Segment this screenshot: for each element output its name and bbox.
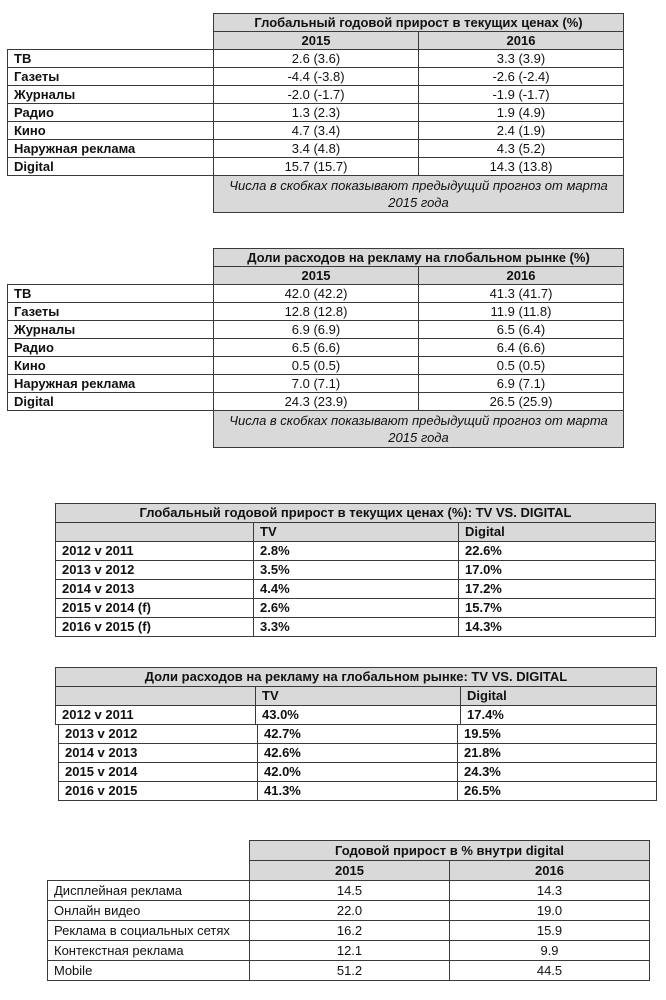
cell-value: 51.2 xyxy=(250,961,450,981)
table-row xyxy=(48,881,650,901)
cell-value: 12.1 xyxy=(250,941,450,961)
cell-value: 12.8 (12.8) xyxy=(214,303,419,321)
column-header: 2015 xyxy=(214,32,419,50)
cell-value: 0.5 (0.5) xyxy=(214,357,419,375)
cell-value: 17.2% xyxy=(459,580,656,599)
table-row xyxy=(56,706,657,725)
cell-value: 1.3 (2.3) xyxy=(214,104,419,122)
row-label: Газеты xyxy=(8,303,214,321)
column-header: 2016 xyxy=(419,267,624,285)
cell-value: 4.3 (5.2) xyxy=(419,140,624,158)
table-row xyxy=(48,961,650,981)
column-header: 2015 xyxy=(250,861,450,881)
cell-value: 43.0% xyxy=(256,706,461,725)
table-row xyxy=(59,744,657,763)
empty-corner xyxy=(8,176,214,213)
cell-value: -2.0 (-1.7) xyxy=(214,86,419,104)
cell-value: 9.9 xyxy=(450,941,650,961)
row-label: Кино xyxy=(8,357,214,375)
cell-value: 42.6% xyxy=(258,744,458,763)
row-label: Digital xyxy=(8,393,214,411)
cell-value: 2.6% xyxy=(254,599,459,618)
row-label: Газеты xyxy=(8,68,214,86)
table-title: Годовой прирост в % внутри digital xyxy=(250,841,650,861)
table-row xyxy=(8,321,624,339)
table-row xyxy=(8,285,624,303)
table-title: Доли расходов на рекламу на глобальном рынке: TV VS. DIGITAL xyxy=(56,668,657,687)
table-row xyxy=(8,393,624,411)
digital-growth-table xyxy=(47,840,650,981)
cell-value: -2.6 (-2.4) xyxy=(419,68,624,86)
footnote: Числа в скобках показывают предыдущий прогноз от марта 2015 года xyxy=(214,176,624,213)
table-row xyxy=(8,140,624,158)
table-row xyxy=(56,542,656,561)
table-row xyxy=(8,122,624,140)
row-label: Наружная реклама xyxy=(8,140,214,158)
cell-value: 21.8% xyxy=(458,744,657,763)
cell-value: 15.9 xyxy=(450,921,650,941)
cell-value: 14.3% xyxy=(459,618,656,637)
cell-value: 7.0 (7.1) xyxy=(214,375,419,393)
row-label: 2012 v 2011 xyxy=(56,542,254,561)
tv-vs-digital-growth-table xyxy=(55,503,656,637)
tv-vs-digital-share-table-continued xyxy=(58,724,657,801)
table-row xyxy=(8,339,624,357)
cell-value: 15.7 (15.7) xyxy=(214,158,419,176)
cell-value: 42.0 (42.2) xyxy=(214,285,419,303)
row-label: Радио xyxy=(8,104,214,122)
cell-value: 22.0 xyxy=(250,901,450,921)
cell-value: 6.9 (7.1) xyxy=(419,375,624,393)
table-row xyxy=(48,921,650,941)
cell-value: 22.6% xyxy=(459,542,656,561)
empty-corner xyxy=(8,411,214,448)
cell-value: 26.5% xyxy=(458,782,657,801)
row-label: ТВ xyxy=(8,285,214,303)
cell-value: 41.3 (41.7) xyxy=(419,285,624,303)
table-row xyxy=(56,561,656,580)
row-label: 2013 v 2012 xyxy=(59,725,258,744)
cell-value: 26.5 (25.9) xyxy=(419,393,624,411)
column-header: Digital xyxy=(461,687,657,706)
tv-vs-digital-share-table xyxy=(55,667,657,725)
cell-value: 6.5 (6.4) xyxy=(419,321,624,339)
row-label: 2014 v 2013 xyxy=(59,744,258,763)
row-label: Радио xyxy=(8,339,214,357)
row-label: 2016 v 2015 xyxy=(59,782,258,801)
row-label: 2015 v 2014 (f) xyxy=(56,599,254,618)
table-row xyxy=(8,375,624,393)
growth-by-media-table xyxy=(7,13,624,213)
row-label: Онлайн видео xyxy=(48,901,250,921)
row-label: Дисплейная реклама xyxy=(48,881,250,901)
row-label: 2016 v 2015 (f) xyxy=(56,618,254,637)
cell-value: 24.3 (23.9) xyxy=(214,393,419,411)
cell-value: 4.4% xyxy=(254,580,459,599)
cell-value: 16.2 xyxy=(250,921,450,941)
row-label: Журналы xyxy=(8,321,214,339)
empty-corner xyxy=(8,267,214,285)
table-row xyxy=(59,782,657,801)
cell-value: 17.4% xyxy=(461,706,657,725)
column-header: Digital xyxy=(459,523,656,542)
row-label: 2013 v 2012 xyxy=(56,561,254,580)
cell-value: 11.9 (11.8) xyxy=(419,303,624,321)
row-label: Digital xyxy=(8,158,214,176)
cell-value: 14.3 (13.8) xyxy=(419,158,624,176)
row-label: 2015 v 2014 xyxy=(59,763,258,782)
table-row xyxy=(56,580,656,599)
table-row xyxy=(8,68,624,86)
table-row xyxy=(59,725,657,744)
cell-value: 41.3% xyxy=(258,782,458,801)
table-row xyxy=(8,86,624,104)
table-row xyxy=(59,763,657,782)
empty-corner xyxy=(48,861,250,881)
row-label: 2014 v 2013 xyxy=(56,580,254,599)
cell-value: 19.0 xyxy=(450,901,650,921)
cell-value: 4.7 (3.4) xyxy=(214,122,419,140)
table-title: Глобальный годовой прирост в текущих ценах (%): TV VS. DIGITAL xyxy=(56,504,656,523)
cell-value: 42.0% xyxy=(258,763,458,782)
column-header: 2015 xyxy=(214,267,419,285)
cell-value: 3.4 (4.8) xyxy=(214,140,419,158)
row-label: 2012 v 2011 xyxy=(56,706,256,725)
column-header: 2016 xyxy=(419,32,624,50)
cell-value: 15.7% xyxy=(459,599,656,618)
cell-value: 24.3% xyxy=(458,763,657,782)
table-row xyxy=(8,158,624,176)
table-title: Глобальный годовой прирост в текущих ценах (%) xyxy=(214,14,624,32)
column-header: TV xyxy=(256,687,461,706)
cell-value: 3.3 (3.9) xyxy=(419,50,624,68)
table-row xyxy=(8,357,624,375)
row-label: Наружная реклама xyxy=(8,375,214,393)
empty-header-cell xyxy=(56,687,256,706)
row-label: ТВ xyxy=(8,50,214,68)
cell-value: 6.5 (6.6) xyxy=(214,339,419,357)
empty-corner xyxy=(8,14,214,32)
empty-corner xyxy=(8,249,214,267)
cell-value: 2.4 (1.9) xyxy=(419,122,624,140)
row-label: Контекстная реклама xyxy=(48,941,250,961)
empty-corner xyxy=(48,841,250,861)
cell-value: -1.9 (-1.7) xyxy=(419,86,624,104)
row-label: Mobile xyxy=(48,961,250,981)
cell-value: 42.7% xyxy=(258,725,458,744)
cell-value: 2.6 (3.6) xyxy=(214,50,419,68)
cell-value: 3.3% xyxy=(254,618,459,637)
cell-value: 14.3 xyxy=(450,881,650,901)
cell-value: 17.0% xyxy=(459,561,656,580)
cell-value: 1.9 (4.9) xyxy=(419,104,624,122)
ad-spend-share-table xyxy=(7,248,624,448)
empty-corner xyxy=(8,32,214,50)
table-row xyxy=(8,303,624,321)
cell-value: -4.4 (-3.8) xyxy=(214,68,419,86)
cell-value: 2.8% xyxy=(254,542,459,561)
cell-value: 44.5 xyxy=(450,961,650,981)
cell-value: 6.9 (6.9) xyxy=(214,321,419,339)
table-row xyxy=(48,941,650,961)
cell-value: 3.5% xyxy=(254,561,459,580)
cell-value: 6.4 (6.6) xyxy=(419,339,624,357)
column-header: TV xyxy=(254,523,459,542)
row-label: Журналы xyxy=(8,86,214,104)
footnote: Числа в скобках показывают предыдущий прогноз от марта 2015 года xyxy=(214,411,624,448)
table-row xyxy=(56,618,656,637)
table-row xyxy=(8,104,624,122)
cell-value: 0.5 (0.5) xyxy=(419,357,624,375)
table-row xyxy=(8,50,624,68)
column-header: 2016 xyxy=(450,861,650,881)
cell-value: 14.5 xyxy=(250,881,450,901)
table-row xyxy=(56,599,656,618)
table-title: Доли расходов на рекламу на глобальном рынке (%) xyxy=(214,249,624,267)
cell-value: 19.5% xyxy=(458,725,657,744)
row-label: Реклама в социальных сетях xyxy=(48,921,250,941)
empty-header-cell xyxy=(56,523,254,542)
row-label: Кино xyxy=(8,122,214,140)
table-row xyxy=(48,901,650,921)
